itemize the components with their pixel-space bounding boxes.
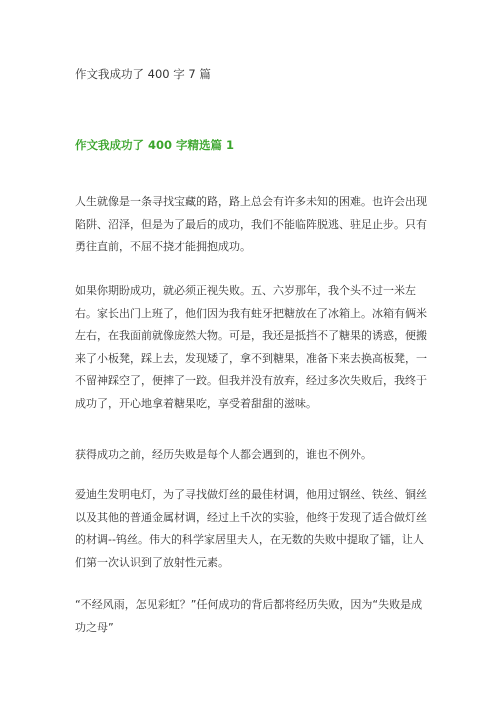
document-title: 作文我成功了 400 字 7 篇 xyxy=(75,67,211,81)
paragraph: 获得成功之前，经历失败是每个人都会遇到的，谁也不例外。 xyxy=(75,448,372,461)
paragraph: 如果你期盼成功，就必须正视失败。五、六岁那年，我个头不过一米左右。家长出门上班了，他们因为我有蛀牙把糖放在了冰箱上。冰箱有俩米左右，在我面前就像庞然大物。可是，我还是抵挡不了糖果的诱惑，便搬来了小板凳，踩上去，发现矮了，拿不到糖果，准备下来去换高板凳，一不留神踩空了，便摔了一跤。但我并没有放弃，经过多次失败后，我终于成功了，开心地拿着糖果吃，享受着甜甜的滋味。 xyxy=(75,284,427,410)
paragraph: 爱迪生发明电灯，为了寻找做灯丝的最佳材调，他用过钢丝、铁丝、铜丝以及其他的普通金属材调，经过上千次的实验，他终于发现了适合做灯丝的材调--钨丝。伟大的科学家居里夫人，在无数的失败中提取了镭，让人们第一次认识到了放射性元素。 xyxy=(75,488,427,569)
section-heading: 作文我成功了 400 字精选篇 1 xyxy=(75,138,235,152)
paragraph: “不经风雨，怎见彩虹？”任何成功的背后都将经历失败，因为“失败是成功之母” xyxy=(75,598,423,634)
paragraph: 人生就像是一条寻找宝藏的路，路上总会有许多未知的困难。也许会出现陷阱、沼泽，但是为了最后的成功，我们不能临阵脱逃、驻足止步。只有勇往直前，不屈不挠才能拥抱成功。 xyxy=(75,195,427,253)
